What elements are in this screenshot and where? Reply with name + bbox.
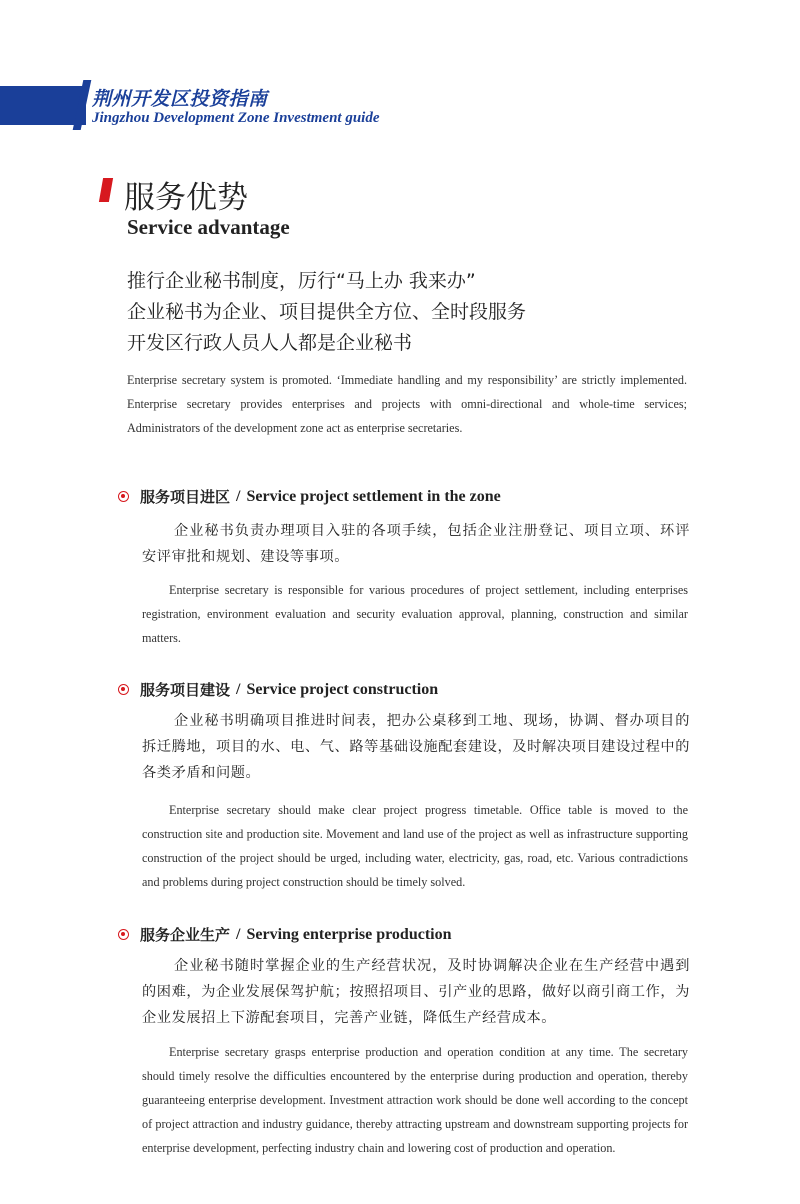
bullet-icon bbox=[118, 929, 129, 940]
section-body-en: Enterprise secretary grasps enterprise production and operation condition at any time. The secretary should timely resolve the difficulties encountered by the enterprise during production and operation, thereby guaranteeing enterprise development. Investment attraction work should be done well according to the concept of project attraction and industry guidance, thereby attracting upstream and downstream supporting projects for enterprise development, perfecting industry chain and lowering cost of production and operation. bbox=[142, 1045, 688, 1155]
section-heading-en: Serving enterprise production bbox=[246, 925, 452, 943]
slogan-line: 推行企业秘书制度，厉行“马上办 我来办” bbox=[127, 270, 476, 292]
slogan-line: 企业秘书为企业、项目提供全方位、全时段服务 bbox=[127, 301, 527, 323]
section-heading bbox=[118, 679, 438, 700]
section-body-cn: 企业秘书随时掌握企业的生产经营状况，及时协调解决企业在生产经营中遇到的困难，为企业发展保驾护航；按照招项目、引产业的思路，做好以商引商工作，为企业发展招上下游配套项目，完善产业链，降低生产经营成本。 bbox=[142, 958, 690, 1026]
section-heading bbox=[118, 486, 501, 507]
page-title-cn: 服务优势 bbox=[124, 180, 248, 216]
section-heading-en: Service project settlement in the zone bbox=[246, 487, 501, 505]
section-heading-separator: / bbox=[236, 925, 241, 943]
section-body-cn: 企业秘书明确项目推进时间表，把办公桌移到工地、现场，协调、督办项目的拆迁腾地，项目的水、电、气、路等基础设施配套建设，及时解决项目建设过程中的各类矛盾和问题。 bbox=[142, 713, 690, 781]
header-bar bbox=[0, 86, 86, 125]
intro-paragraph-en: Enterprise secretary system is promoted. ‘Immediate handling and my responsibility’ are strictly implemented. Enterprise secretary provides enterprises and projects with omni-directional and whole-time services; Administrators of the development zone act as enterprise secretaries. bbox=[127, 373, 687, 435]
section-heading-cn: 服务企业生产 bbox=[140, 926, 231, 944]
section-heading-cn: 服务项目建设 bbox=[140, 681, 231, 699]
section-heading bbox=[118, 924, 452, 945]
title-marker bbox=[99, 178, 113, 202]
section-heading-separator: / bbox=[236, 680, 241, 698]
section-heading-separator: / bbox=[236, 487, 241, 505]
header-title-en: Jingzhou Development Zone Investment guide bbox=[92, 110, 380, 126]
slogan-block bbox=[127, 266, 526, 359]
header-title-cn: 荆州开发区投资指南 bbox=[92, 88, 268, 110]
section-heading-cn: 服务项目进区 bbox=[140, 488, 231, 506]
section-body-cn: 企业秘书负责办理项目入驻的各项手续，包括企业注册登记、项目立项、环评安评审批和规划、建设等事项。 bbox=[142, 523, 690, 565]
page-title-en: Service advantage bbox=[127, 215, 290, 239]
section-heading-en: Service project construction bbox=[246, 680, 439, 698]
bullet-icon bbox=[118, 491, 129, 502]
bullet-icon bbox=[118, 684, 129, 695]
section-body-en: Enterprise secretary should make clear project progress timetable. Office table is moved to the construction site and production site. Movement and land use of the project as well as infrastructure supporting construction of the project should be urged, including water, electricity, gas, road, etc. Various contradictions and problems during project construction should be timely solved. bbox=[142, 803, 688, 889]
section-body-en: Enterprise secretary is responsible for various procedures of project settlement, including enterprises registration, environment evaluation and security evaluation approval, planning, construction and similar matters. bbox=[142, 583, 688, 645]
slogan-line: 开发区行政人员人人都是企业秘书 bbox=[127, 332, 413, 354]
